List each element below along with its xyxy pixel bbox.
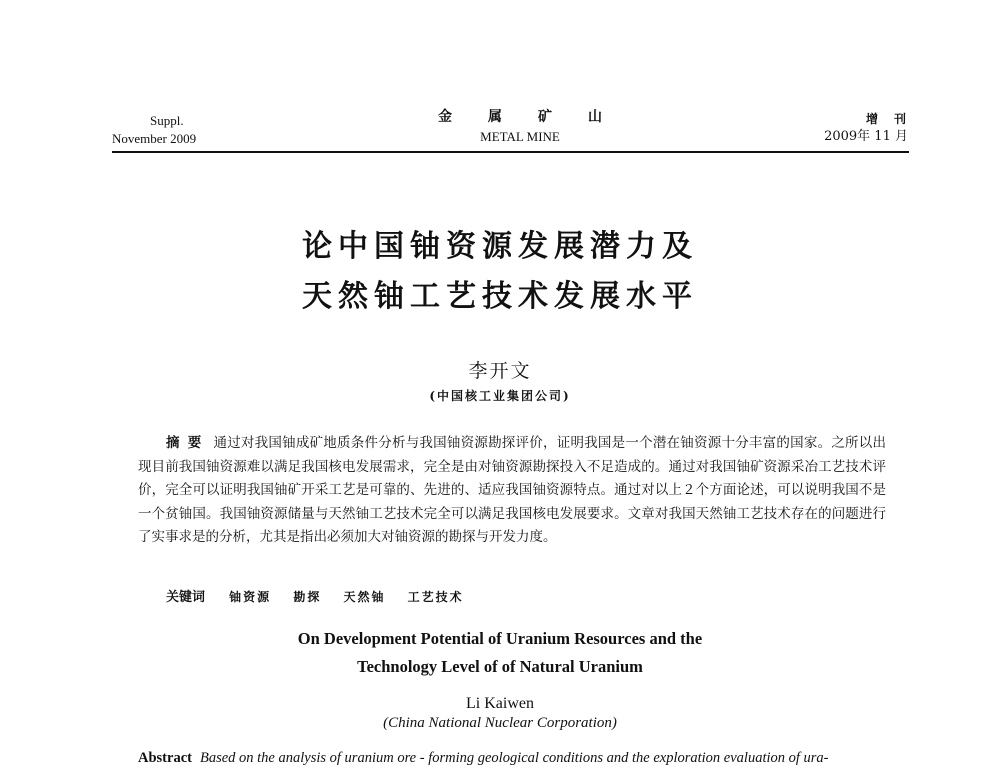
keyword-item: 勘探	[293, 590, 322, 604]
issue-date-cn: 2009年 11 月	[824, 129, 908, 144]
paper-title-en	[200, 625, 800, 681]
keywords-cn	[166, 586, 766, 605]
journal-header-center	[380, 108, 660, 146]
title-cn-line2: 天然铀工艺技术发展水平	[302, 279, 698, 314]
abstract-en-label: Abstract	[138, 750, 192, 766]
author-en: Li Kaiwen	[466, 695, 534, 712]
affiliation-cn: (中国核工业集团公司)	[429, 389, 571, 403]
keyword-item: 铀资源	[229, 590, 272, 604]
header-rule	[112, 151, 909, 153]
affiliation-en: (China National Nuclear Corporation)	[383, 715, 617, 731]
journal-header-right	[790, 110, 922, 146]
title-en-line1: On Development Potential of Uranium Resources and the	[297, 629, 703, 648]
supplement-label-cn: 增刊	[865, 112, 922, 126]
supplement-label: Suppl.	[150, 113, 184, 128]
abstract-en-text: Based on the analysis of uranium ore - forming geological conditions and the exploration evaluation of ura-	[199, 750, 829, 766]
abstract-en	[138, 748, 886, 768]
abstract-cn	[138, 432, 886, 550]
paper-title-cn	[200, 222, 800, 322]
journal-name-en: METAL MINE	[480, 129, 560, 144]
title-cn-line1: 论中国铀资源发展潜力及	[302, 229, 698, 264]
keywords-label: 关键词	[166, 590, 206, 605]
keyword-item: 工艺技术	[407, 590, 464, 604]
abstract-cn-text: 通过对我国铀成矿地质条件分析与我国铀资源勘探评价，证明我国是一个潜在铀资源十分丰富的国家。之所以出现目前我国铀资源难以满足我国核电发展需求，完全是由对铀资源勘探投入不足造成的。通过对我国铀矿资源采冶工艺技术评价，完全可以证明我国铀矿开采工艺是可靠的、先进的、适应我国铀资源特点。通过对以上２个方面论述，可以说明我国不是一个贫铀国。我国铀资源储量与天然铀工艺技术完全可以满足我国核电发展要求。文章对我国天然铀工艺技术存在的问题进行了实事求是的分析，尤其是指出必须加大对铀资源的勘探与开发力度。	[138, 435, 887, 545]
issue-date-en: November 2009	[112, 131, 197, 146]
keyword-item: 天然铀	[343, 590, 386, 604]
title-en-line2: Technology Level of of Natural Uranium	[357, 657, 643, 676]
journal-name-cn: 金属矿山	[438, 109, 638, 125]
abstract-cn-label: 摘要	[166, 435, 210, 451]
journal-header-left	[112, 112, 272, 148]
author-cn: 李开文	[468, 360, 532, 382]
